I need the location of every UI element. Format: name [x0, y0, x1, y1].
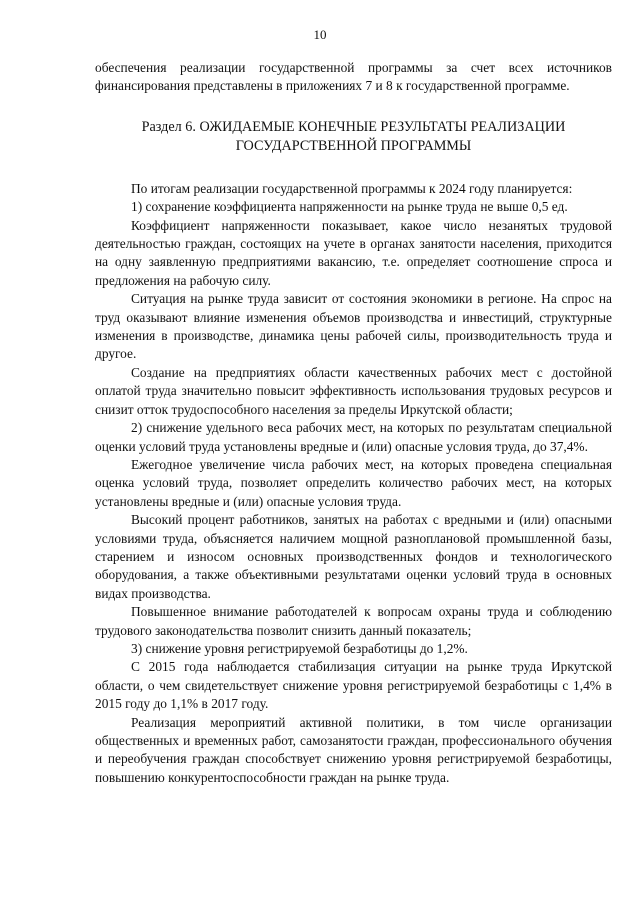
- list-item-2: 2) снижение удельного веса рабочих мест, на которых по результатам специальной оценки условий труда установлены вредные и (или) опасные условия труда, до 37,4%.: [95, 420, 612, 454]
- paragraph: Повышенное внимание работодателей к вопросам охраны труда и соблюдению трудового законодательства позволит снизить данный показатель;: [95, 604, 612, 638]
- page-number: 10: [313, 27, 327, 42]
- list-item-1: 1) сохранение коэффициента напряженности на рынке труда не выше 0,5 ед.: [131, 199, 568, 215]
- paragraph: Ситуация на рынке труда зависит от состояния экономики в регионе. На спрос на труд оказывают влияние изменения объемов производства и инвестиций, структурные изменения в производстве, динамика цены рабочей силы, производительность труда и другое.: [95, 291, 612, 362]
- paragraph: По итогам реализации государственной программы к 2024 году планируется:: [131, 180, 573, 196]
- list-item-3: 3) снижение уровня регистрируемой безработицы до 1,2%.: [131, 640, 468, 656]
- section-heading-line-2: ГОСУДАРСТВЕННОЙ ПРОГРАММЫ: [235, 138, 472, 155]
- intro-paragraph: обеспечения реализации государственной программы за счет всех источников финансирования представлены в приложениях 7 и 8 к государственной программе.: [95, 60, 612, 94]
- paragraph: Создание на предприятиях области качественных рабочих мест с достойной оплатой труда значительно повысит эффективность использования трудовых ресурсов и снизит отток трудоспособного населения за пределы Иркутской области;: [95, 364, 612, 417]
- paragraph: Коэффициент напряженности показывает, какое число незанятых трудовой деятельностью граждан, состоящих на учете в органах занятости населения, приходится на одну заявленную предприятиями вакансию, т.е. определяет соотношение спроса и предложения на рабочую силу.: [95, 217, 612, 288]
- paragraph: Высокий процент работников, занятых на работах с вредными и (или) опасными условиями труда, объясняется наличием мощной разноплановой промышленной базы, старением и износом основных производственных фондов и технологического оборудования, а также объективными результатами оценки условий труда в основных видах производства.: [95, 512, 612, 601]
- paragraph: С 2015 года наблюдается стабилизация ситуации на рынке труда Иркутской области, о чем свидетельствует снижение уровня регистрируемой безработицы с 1,4% в 2015 году до 1,1% в 2017 году.: [95, 659, 612, 712]
- section-heading: [95, 118, 612, 157]
- paragraph: Реализация мероприятий активной политики, в том числе организации общественных и временных работ, самозанятости граждан, профессионального обучения и переобучения граждан способствует снижению уровня регистрируемой безработицы, повышению конкурентоспособности граждан на рынке труда.: [95, 714, 612, 785]
- paragraph: Ежегодное увеличение числа рабочих мест, на которых проведена специальная оценка условий труда, позволяет определить количество рабочих мест, на которых установлены вредные и (или) опасные условия труда.: [95, 456, 612, 509]
- page-content: [95, 59, 612, 787]
- section-heading-line-1: Раздел 6. ОЖИДАЕМЫЕ КОНЕЧНЫЕ РЕЗУЛЬТАТЫ РЕАЛИЗАЦИИ: [141, 118, 566, 135]
